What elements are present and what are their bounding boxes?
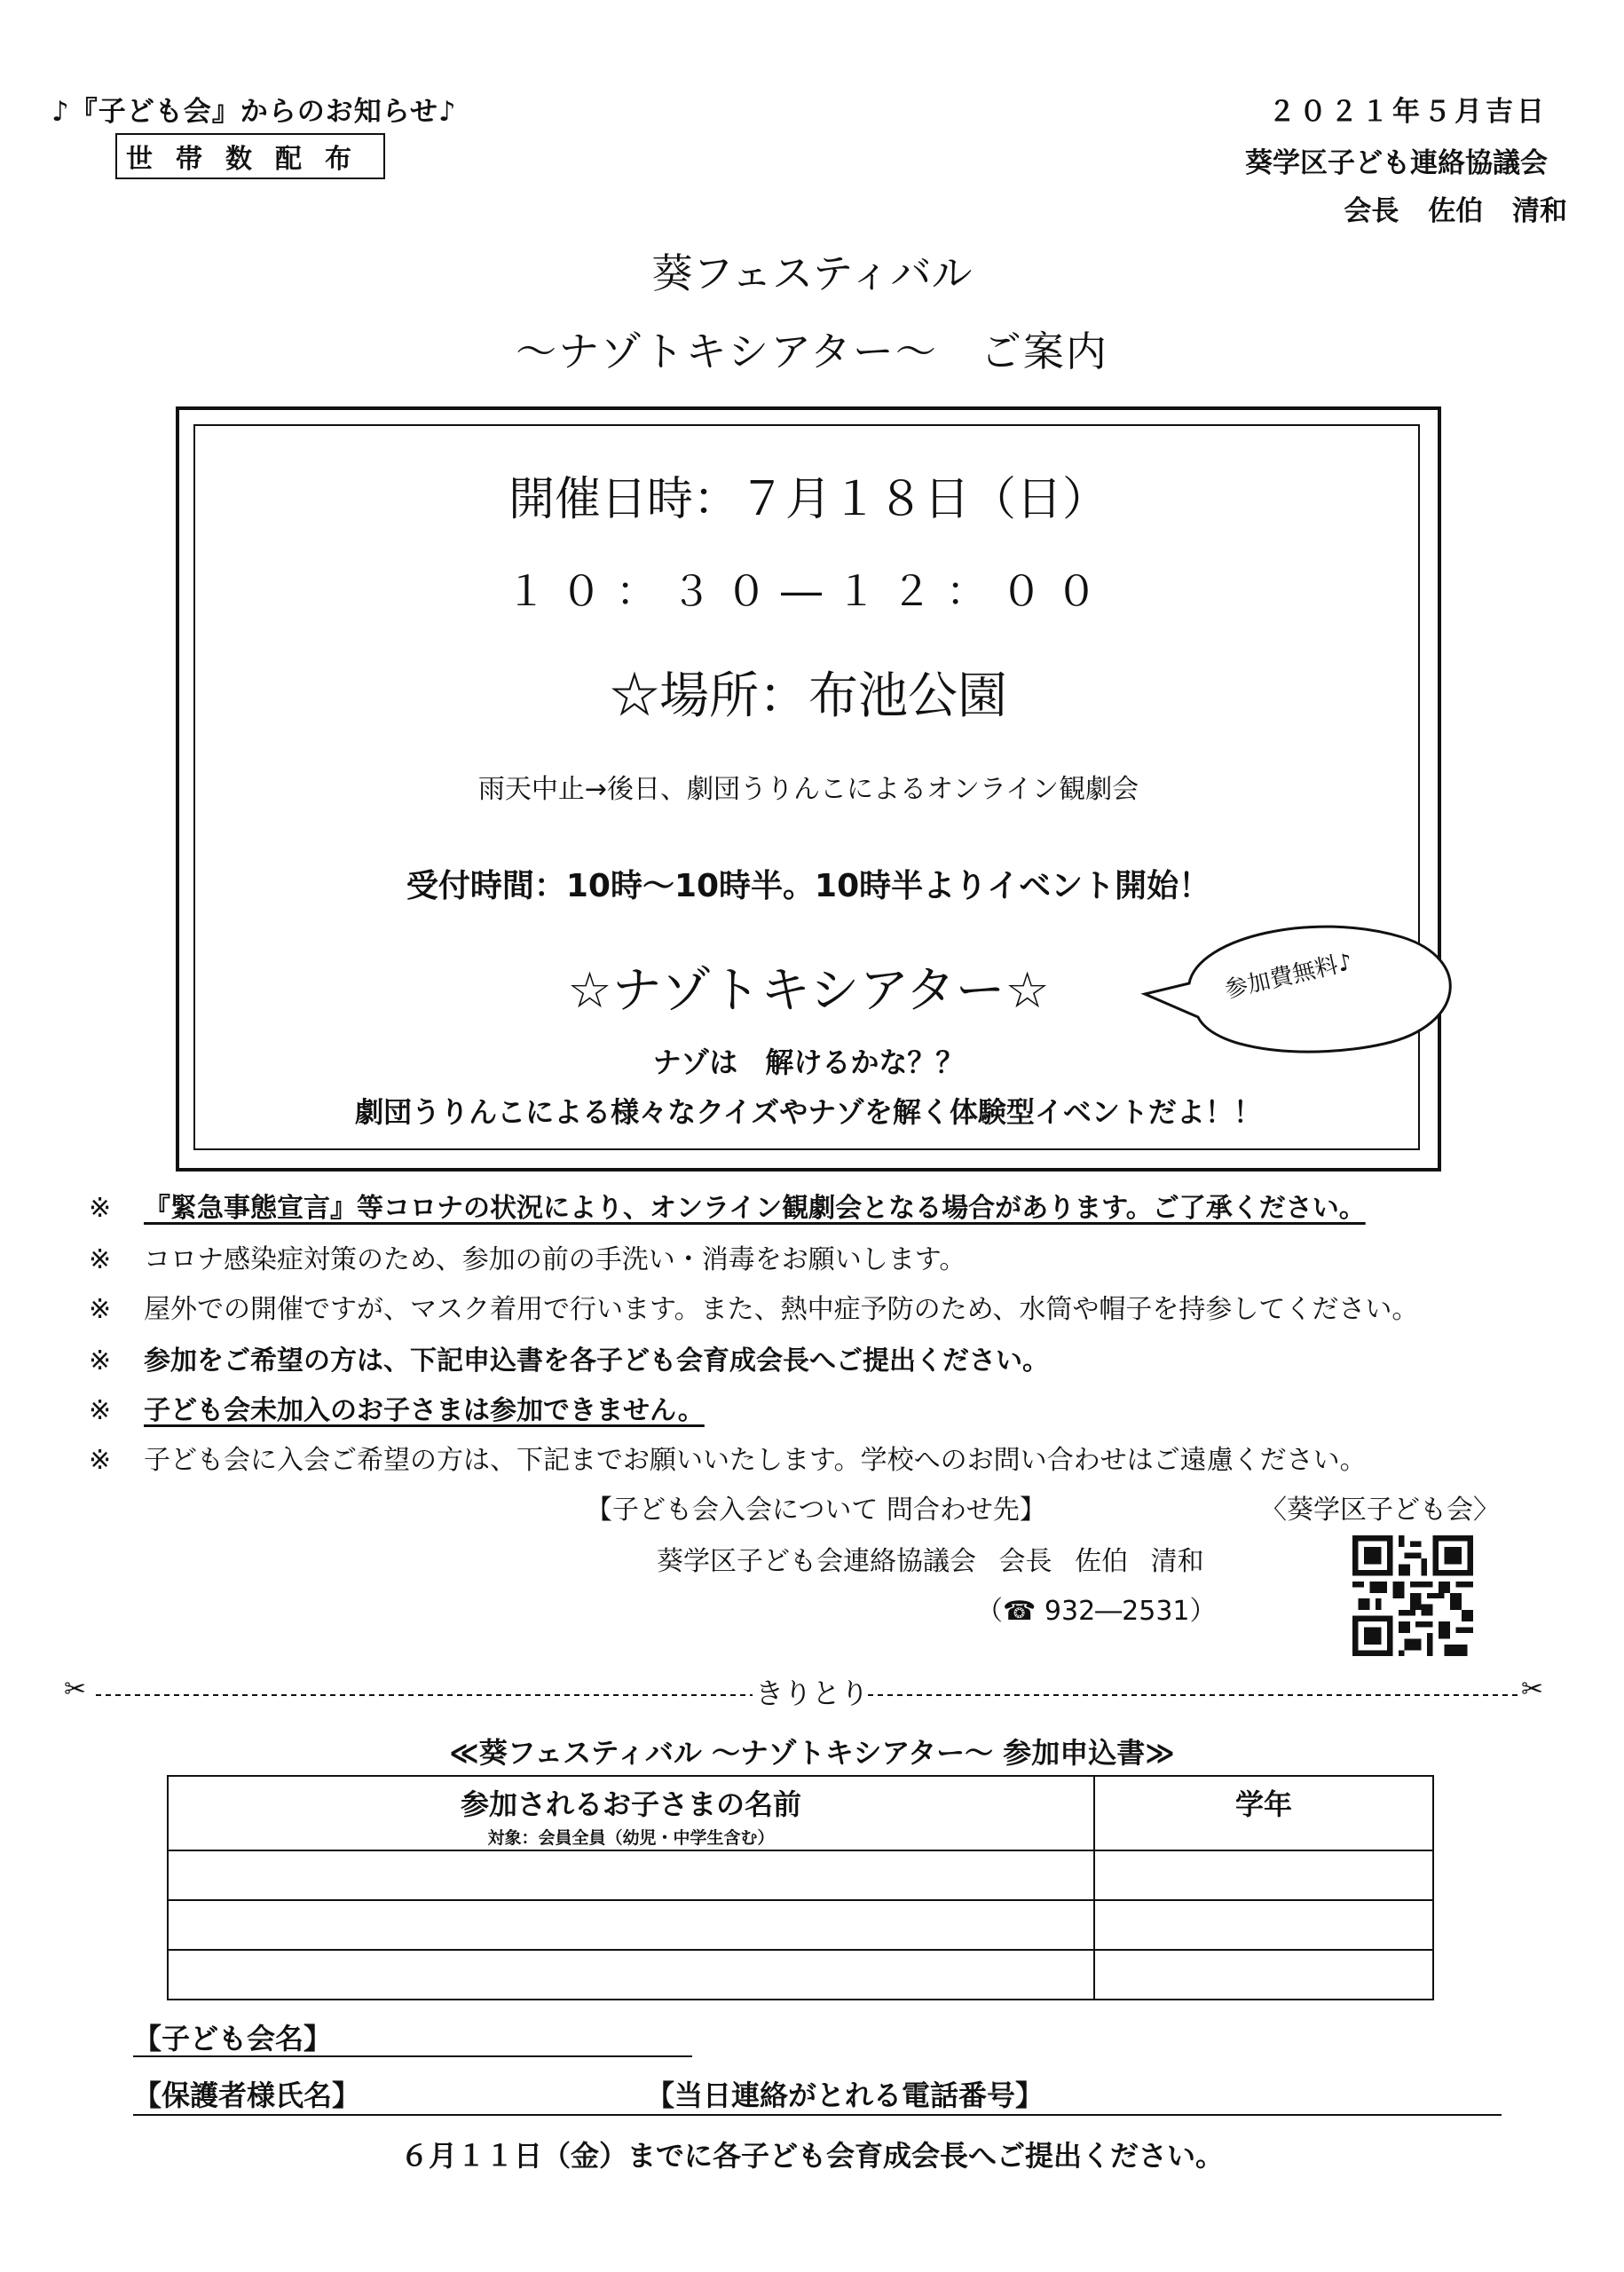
name-header-label: 参加されるお子さまの名前 bbox=[460, 1787, 801, 1821]
name-cell[interactable] bbox=[168, 1950, 1094, 2000]
column-header-grade bbox=[1094, 1776, 1433, 1850]
grade-cell[interactable] bbox=[1094, 1900, 1433, 1950]
name-cell[interactable] bbox=[168, 1900, 1094, 1950]
title-line-2: ～ナゾトキシアター～ ご案内 bbox=[516, 327, 1108, 375]
scissors-icon: ✂ bbox=[1521, 1674, 1544, 1705]
issuer-chair: 会長 佐伯 清和 bbox=[1344, 195, 1567, 227]
notice-heading: ♪『子ども会』からのお知らせ♪ bbox=[51, 96, 457, 128]
club-name-field[interactable]: 【子ども会名】 bbox=[133, 2022, 333, 2055]
column-header-name bbox=[168, 1776, 1094, 1850]
grade-cell[interactable] bbox=[1094, 1850, 1433, 1900]
table-row[interactable] bbox=[168, 1950, 1433, 2000]
inquiry-label: 【子ども会入会について 問合わせ先】 bbox=[586, 1495, 1046, 1526]
issuer-organization: 葵学区子ども連絡協議会 bbox=[1245, 147, 1548, 179]
rain-note: 雨天中止→後日、劇団うりんこによるオンライン観劇会 bbox=[477, 774, 1139, 805]
issue-date: ２０２１年５月吉日 bbox=[1268, 96, 1548, 128]
theater-heading: ☆ナゾトキシアター☆ bbox=[567, 962, 1050, 1020]
guardian-underline bbox=[133, 2114, 1502, 2116]
note-item: ※ コロナ感染症対策のため、参加の前の手洗い・消毒をお願いします。 bbox=[89, 1244, 966, 1275]
qr-code-icon[interactable] bbox=[1352, 1535, 1473, 1656]
reception-time: 受付時間：10時～10時半。10時半よりイベント開始！ bbox=[406, 868, 1211, 904]
grade-cell[interactable] bbox=[1094, 1950, 1433, 2000]
note-item: ※ 参加をご希望の方は、下記申込書を各子ども会育成会長へご提出ください。 bbox=[89, 1345, 1049, 1377]
speech-bubble-icon bbox=[1136, 919, 1464, 1061]
submission-deadline: ６月１１日（金）までに各子ども会育成会長へご提出ください。 bbox=[399, 2139, 1224, 2173]
name-header-sub: 対象：会員全員（幼児・中学生含む） bbox=[487, 1828, 775, 1848]
qr-label: 〈葵学区子ども会〉 bbox=[1260, 1495, 1500, 1526]
name-cell[interactable] bbox=[168, 1850, 1094, 1900]
application-table bbox=[167, 1775, 1434, 2000]
note-item: ※ 『緊急事態宣言』等コロナの状況により、オンライン観劇会となる場合があります。ご了承ください。 bbox=[89, 1193, 1366, 1224]
club-name-underline bbox=[133, 2055, 692, 2057]
nazo-question: ナゾは 解けるかな？？ bbox=[652, 1045, 965, 1079]
note-item: ※ 子ども会未加入のお子さまは参加できません。 bbox=[89, 1395, 705, 1426]
contact-phone-field[interactable]: 【当日連絡がとれる電話番号】 bbox=[646, 2079, 1045, 2112]
event-date: 開催日時：７月１８日（日） bbox=[508, 473, 1108, 526]
note-item: ※ 屋外での開催ですが、マスク着用で行います。また、熱中症予防のため、水筒や帽子を持参してください。 bbox=[89, 1294, 1419, 1325]
free-fee-label: 参加費無料♪ bbox=[1222, 948, 1355, 1005]
nazo-description: 劇団うりんこによる様々なクイズやナゾを解く体験型イベントだよ！！ bbox=[355, 1095, 1262, 1129]
distribution-box: 世帯数配布 bbox=[115, 133, 385, 179]
inquiry-phone: （☎ 932―2531） bbox=[976, 1596, 1217, 1627]
scissors-icon: ✂ bbox=[64, 1674, 87, 1705]
event-time: １０：３０―１２：００ bbox=[506, 567, 1111, 615]
table-row[interactable] bbox=[168, 1850, 1433, 1900]
guardian-name-field[interactable]: 【保護者様氏名】 bbox=[133, 2079, 361, 2112]
table-row[interactable] bbox=[168, 1900, 1433, 1950]
grade-header-label: 学年 bbox=[1234, 1787, 1292, 1821]
table-header-row bbox=[168, 1776, 1433, 1850]
title-line-1: 葵フェスティバル bbox=[651, 249, 973, 297]
note-item: ※ 子ども会に入会ご希望の方は、下記までお願いいたします。学校へのお問い合わせはご遠慮ください。 bbox=[89, 1445, 1367, 1476]
form-title: ≪葵フェスティバル ～ナゾトキシアター～ 参加申込書≫ bbox=[449, 1736, 1175, 1770]
event-place: ☆場所：布池公園 bbox=[610, 667, 1007, 725]
cut-label: きりとり bbox=[754, 1676, 869, 1710]
inquiry-organization: 葵学区子ども会連絡協議会 会長 佐伯 清和 bbox=[657, 1546, 1204, 1577]
